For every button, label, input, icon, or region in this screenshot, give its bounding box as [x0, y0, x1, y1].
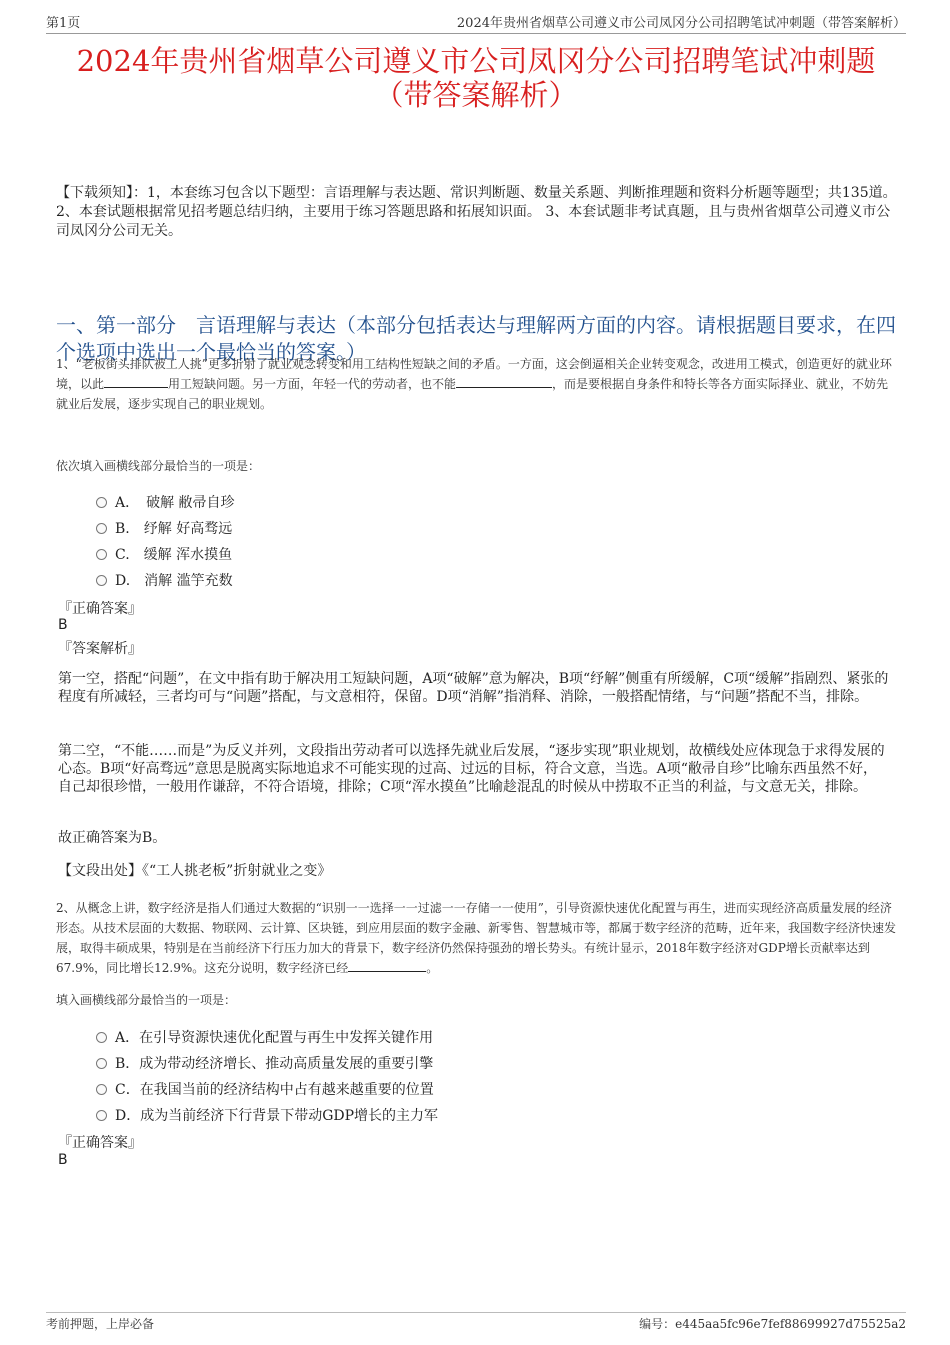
q1-answer-label: 『正确答案』: [58, 601, 142, 617]
q1-blank-2: [456, 375, 552, 388]
q2-blank-1: [348, 959, 426, 972]
title-line-2: （带答案解析）: [374, 78, 578, 112]
q2-text-part-b: 。: [426, 961, 439, 975]
radio-icon[interactable]: [96, 1110, 107, 1121]
q1-text-part-a: 1、“老板街头排队被工人挑”更多折射了就业观念转变和用工结构性短缺之间的矛盾。一方面，这会倒逼相关企业转变观念，改进用工模式，创造更好的就业环境，以此: [56, 357, 892, 391]
footer-serial-number: 编号：e445aa5fc96e7fef88699927d75525a2: [639, 1317, 906, 1331]
footer-slogan: 考前押题，上岸必备: [46, 1317, 155, 1331]
title-line-1: 2024年贵州省烟草公司遵义市公司凤冈分公司招聘笔试冲刺题: [76, 44, 876, 78]
q1-text-part-c: ，而是要根据自身条件和特长等各方面实际择业、就业，不妨先就业后发展，逐步实现自己的职业规划。: [56, 377, 889, 411]
q1-option-d-label: D. 消解 滥竽充数: [115, 573, 233, 589]
radio-icon[interactable]: [96, 497, 107, 508]
header-doc-title: 2024年贵州省烟草公司遵义市公司凤冈分公司招聘笔试冲刺题（带答案解析）: [456, 16, 906, 31]
q1-option-c[interactable]: [96, 544, 232, 564]
q1-analysis-paragraph-1: 第一空，搭配“问题”，在文中指有助于解决用工短缺问题，A项“破解”意为解决，B项“纾解”侧重有所缓解，C项“缓解”指剧烈、紧张的程度有所减轻，三者均可与“问题”搭配，与文意相符，保留。D项“消解”指消释、消除，一般搭配情绪，与“问题”搭配不当，排除。: [58, 671, 889, 705]
q2-option-d[interactable]: [96, 1105, 438, 1125]
q2-prompt: 填入画横线部分最恰当的一项是：: [56, 993, 237, 1007]
radio-icon[interactable]: [96, 1032, 107, 1043]
q1-source: 【文段出处】《“工人挑老板”折射就业之变》: [58, 863, 332, 879]
header-divider: [46, 33, 906, 34]
radio-icon[interactable]: [96, 1058, 107, 1069]
q1-analysis-label: 『答案解析』: [58, 641, 142, 657]
download-notice: 【下载须知】：1，本套练习包含以下题型：言语理解与表达题、常识判断题、数量关系题、判断推理题和资料分析题等题型；共135道。 2、本套试题根据常见招考题总结归纳，主要用于练习答题思路和拓展知识面。 3、本套试题非考试真题，且与贵州省烟草公司遵义市公司凤冈分公司无关。: [56, 185, 897, 239]
q1-conclusion: 故正确答案为B。: [58, 830, 167, 846]
q1-answer-value: B: [58, 617, 68, 633]
q2-option-a[interactable]: [96, 1027, 433, 1047]
q2-answer-value: B: [58, 1152, 68, 1168]
q2-option-c-label: C．在我国当前的经济结构中占有越来越重要的位置: [115, 1082, 434, 1098]
page-number: 第1页: [46, 16, 81, 31]
q1-option-d[interactable]: [96, 570, 233, 590]
radio-icon[interactable]: [96, 549, 107, 560]
q1-prompt: 依次填入画横线部分最恰当的一项是：: [56, 459, 261, 473]
q2-option-b-label: B．成为带动经济增长、推动高质量发展的重要引擎: [115, 1056, 434, 1072]
footer-divider: [46, 1312, 906, 1313]
q1-option-a-label: A． 破解 敝帚自珍: [115, 495, 235, 511]
q1-analysis-paragraph-2: 第二空，“不能……而是”为反义并列，文段指出劳动者可以选择先就业后发展，“逐步实现”职业规划，故横线处应体现急于求得发展的心态。B项“好高骛远”意思是脱离实际地追求不可能实现的过高、过远的目标，符合文意，当选。A项“敝帚自珍”比喻东西虽然不好，自己却很珍惜，一般用作谦辞，不符合语境，排除；C项“浑水摸鱼”比喻趁混乱的时候从中捞取不正当的利益，与文意无关，排除。: [58, 743, 885, 795]
q2-option-b[interactable]: [96, 1053, 433, 1073]
q2-option-d-label: D．成为当前经济下行背景下带动GDP增长的主力军: [115, 1108, 439, 1124]
q2-text-part-a: 2、从概念上讲，数字经济是指人们通过大数据的“识别一一选择一一过滤一一存储一一使用”，引导资源快速优化配置与再生，进而实现经济高质量发展的经济形态。从技术层面的大数据、物联网、云计算、区块链，到应用层面的数字金融、新零售、智慧城市等，都属于数字经济的范畴，近年来，我国数字经济快速发展，取得丰硕成果，特别是在当前经济下行压力加大的背景下，数字经济仍然保持强劲的增长势头。有统计显示，2018年数字经济对GDP增长贡献率达到67.9%，同比增长12.9%。这充分说明，数字经济已经: [56, 901, 897, 975]
question-2-text: [56, 898, 900, 978]
q1-option-a[interactable]: [96, 492, 235, 512]
question-1-text: [56, 354, 900, 414]
page-title: [46, 44, 906, 112]
q1-text-part-b: 用工短缺问题。另一方面，年轻一代的劳动者，也不能: [168, 377, 457, 391]
q1-blank-1: [104, 375, 168, 388]
q2-option-a-label: A．在引导资源快速优化配置与再生中发挥关键作用: [115, 1030, 434, 1046]
q1-option-b[interactable]: [96, 518, 232, 538]
radio-icon[interactable]: [96, 575, 107, 586]
q2-option-c[interactable]: [96, 1079, 434, 1099]
q1-option-c-label: C. 缓解 浑水摸鱼: [115, 547, 233, 563]
section-heading: 一、第一部分 言语理解与表达（本部分包括表达与理解两方面的内容。请根据题目要求，在四个选项中选出一个最恰当的答案。）: [56, 313, 896, 364]
radio-icon[interactable]: [96, 523, 107, 534]
radio-icon[interactable]: [96, 1084, 107, 1095]
q1-option-b-label: B. 纾解 好高骛远: [115, 521, 233, 537]
q2-answer-label: 『正确答案』: [58, 1135, 142, 1151]
